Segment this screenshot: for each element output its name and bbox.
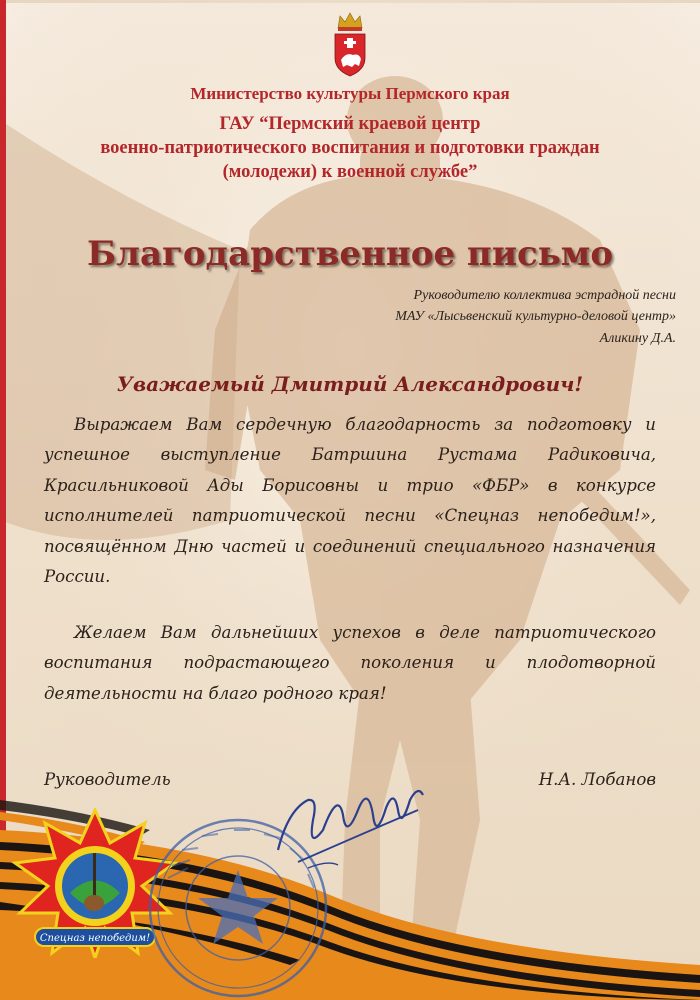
letter-title: Благодарственное письмо [86,234,614,274]
handwritten-signature [268,770,428,880]
organization-line-1: ГАУ “Пермский краевой центр [219,114,481,134]
signatory-role: Руководитель [44,770,171,789]
salutation: Уважаемый Дмитрий Александрович! [116,372,584,396]
organization-line-2: военно-патриотического воспитания и подготовки граждан [100,138,600,158]
organization-line-3: (молодежи) к военной службе” [222,162,478,182]
addressee-line-1: Руководителю коллектива эстрадной песни [413,288,676,303]
body-paragraph-2: Желаем Вам дальнейших успехов в деле патриотического воспитания подрастающего поколения и плодотворной деятельности на благо родного края! [44,623,656,703]
addressee-line-3: Аликину Д.А. [599,331,676,346]
body-paragraph-1: Выражаем Вам сердечную благодарность за подготовку и успешное выступление Батршина Рустама Радиковича, Красильниковой Ады Борисовны и трио «ФБР» в конкурсе исполнителей патриотической песни «Спецназ непобедим!», посвящённом Дню частей и соединений специального назначения России. [44,415,656,587]
signatory-name: Н.А. Лобанов [538,770,656,789]
svg-text:Спецназ непобедим!: Спецназ непобедим! [39,933,151,944]
ministry-name: Министерство культуры Пермского края [190,84,510,103]
addressee-line-2: МАУ «Лысьвенский культурно-деловой центр» [395,309,676,324]
coat-of-arms-icon [326,10,374,78]
